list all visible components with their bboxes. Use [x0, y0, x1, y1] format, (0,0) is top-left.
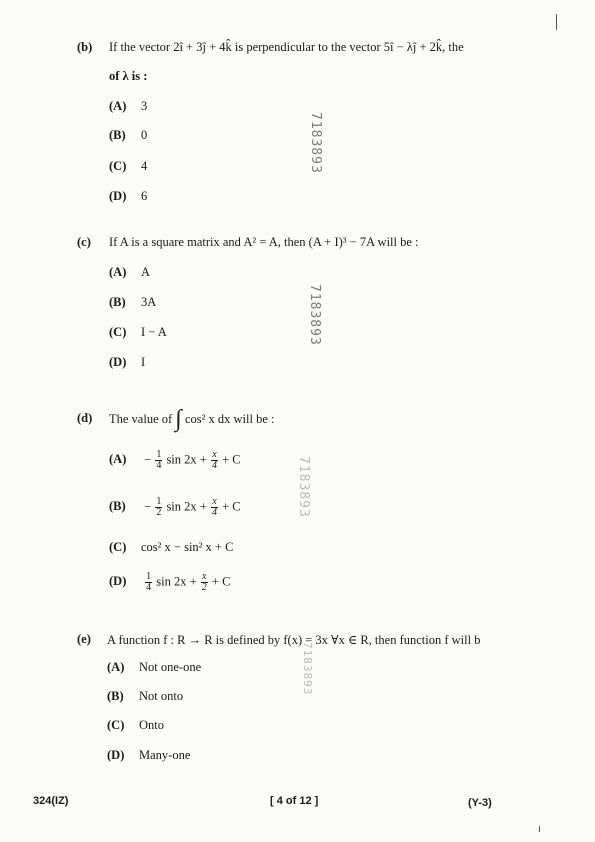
footer-page-number: [ 4 of 12 ] — [270, 795, 319, 807]
option-text: Onto — [139, 718, 164, 732]
option-letter: (B) — [107, 689, 124, 703]
option-letter: (D) — [109, 574, 127, 589]
serial-stamp: 7183893 — [296, 456, 311, 518]
fraction-numerator: x — [212, 496, 217, 507]
option-letter: (C) — [109, 159, 127, 173]
option-c-b[interactable] — [109, 295, 156, 310]
option-text: A — [141, 265, 151, 279]
option-letter: (C) — [109, 540, 127, 554]
option-b-b[interactable] — [109, 128, 147, 143]
option-letter: (D) — [109, 189, 127, 203]
option-e-a[interactable] — [107, 660, 201, 675]
fraction-denominator: 2 — [201, 582, 207, 593]
option-b-c[interactable] — [109, 159, 147, 174]
option-d-d[interactable] — [109, 572, 230, 593]
option-letter: (A) — [109, 452, 127, 467]
option-text: 0 — [141, 128, 148, 142]
option-c-c[interactable] — [109, 325, 167, 340]
question-text-d-pre: The value of — [109, 412, 173, 426]
option-text: Many-one — [139, 748, 191, 762]
serial-stamp: 7183893 — [307, 284, 322, 346]
option-text: 3A — [141, 295, 157, 309]
fraction-denominator: 2 — [156, 507, 162, 518]
option-text: Not onto — [139, 689, 184, 703]
fraction-numerator: 1 — [146, 571, 152, 582]
fraction-denominator: 4 — [156, 460, 162, 471]
option-sign: − — [144, 452, 152, 467]
option-text: 6 — [141, 189, 148, 203]
option-e-b[interactable] — [107, 689, 183, 704]
fraction — [211, 450, 218, 471]
option-letter: (B) — [109, 499, 126, 514]
fraction — [155, 450, 162, 471]
fraction-numerator: x — [202, 571, 207, 582]
serial-stamp: 7183893 — [301, 642, 314, 696]
option-letter: (B) — [109, 295, 126, 309]
option-mid: sin 2x + — [166, 499, 207, 514]
option-text: 4 — [141, 159, 148, 173]
option-b-d[interactable] — [109, 189, 147, 204]
fraction — [145, 572, 152, 593]
question-text-b-line1: If the vector 2î + 3ĵ + 4k̂ is perpendicular to the vector 5î − λĵ + 2k̂, the — [109, 40, 464, 54]
option-letter: (D) — [109, 355, 127, 369]
option-text: I — [141, 355, 146, 369]
option-text: I − A — [141, 325, 167, 339]
option-b-a[interactable] — [109, 99, 147, 114]
fraction-denominator: 4 — [146, 582, 152, 593]
option-end: + C — [222, 452, 241, 467]
option-end: + C — [211, 574, 231, 589]
serial-stamp: 7183893 — [308, 112, 323, 174]
footer-paper-code: 324(IZ) — [33, 795, 69, 807]
question-label-e: (e) — [77, 632, 91, 646]
fraction-numerator: 1 — [156, 496, 162, 507]
scan-mark — [556, 14, 557, 30]
scan-mark — [539, 826, 540, 832]
question-label-c: (c) — [77, 235, 91, 249]
fraction — [155, 497, 162, 518]
fraction — [211, 497, 218, 518]
option-sign: − — [144, 499, 152, 514]
option-letter: (A) — [107, 660, 125, 674]
option-d-b[interactable] — [109, 497, 241, 518]
option-text: 3 — [141, 99, 148, 113]
question-label-b: (b) — [77, 40, 93, 54]
footer-set-code: (Y-3) — [468, 797, 492, 809]
option-letter: (A) — [109, 265, 127, 279]
option-d-c[interactable] — [109, 540, 233, 555]
question-label-d: (d) — [77, 411, 93, 425]
option-mid: sin 2x + — [166, 452, 207, 467]
option-letter: (C) — [107, 718, 125, 732]
option-mid: sin 2x + — [156, 574, 197, 589]
fraction-denominator: 4 — [211, 460, 217, 471]
option-letter: (A) — [109, 99, 127, 113]
option-letter: (C) — [109, 325, 127, 339]
question-text-d-post: cos² x dx will be : — [185, 412, 275, 426]
fraction-numerator: 1 — [156, 449, 162, 460]
question-text-c: If A is a square matrix and A² = A, then (A + I)³ − 7A will be : — [109, 235, 419, 249]
question-text-e: A function f : R → R is defined by f(x) = 3x ∀x ∈ R, then function f will b — [107, 633, 481, 647]
fraction — [201, 572, 208, 593]
option-text: cos² x − sin² x + C — [141, 540, 234, 554]
option-end: + C — [222, 499, 241, 514]
option-c-a[interactable] — [109, 265, 150, 280]
option-c-d[interactable] — [109, 355, 145, 370]
option-letter: (D) — [107, 748, 125, 762]
question-text-b-line2: of λ is : — [109, 69, 148, 83]
option-e-c[interactable] — [107, 718, 164, 733]
question-text-d — [109, 406, 275, 433]
option-d-a[interactable] — [109, 450, 241, 471]
fraction-numerator: x — [212, 449, 217, 460]
fraction-denominator: 4 — [211, 507, 217, 518]
option-letter: (B) — [109, 128, 126, 142]
option-e-d[interactable] — [107, 748, 190, 763]
option-text: Not one-one — [139, 660, 202, 674]
integral-sign: ∫ — [175, 406, 182, 432]
